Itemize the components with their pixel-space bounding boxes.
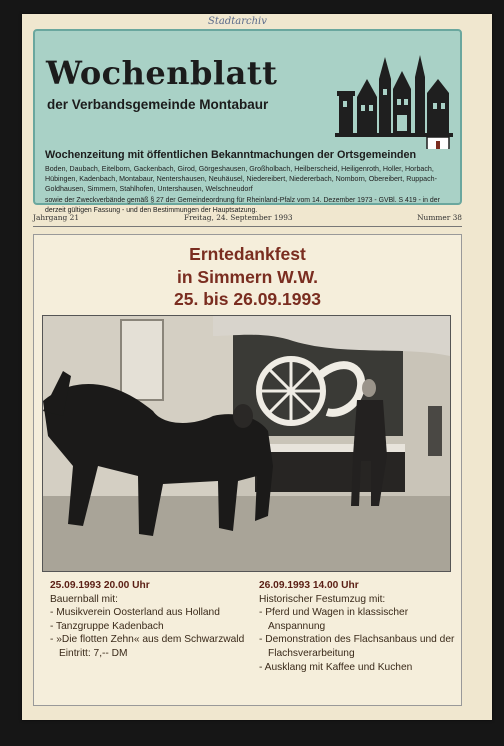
legal-notice: sowie der Zweckverbände gemäß § 27 der Gemeindeordnung für Rheinland-Pfalz vom 14. Dezember 1973 - GVBl. S 419 - in der derzeit gültigen Fassung - und den Bestimmungen der Hauptsatzung. (45, 197, 440, 214)
town-skyline-crest-icon (335, 49, 455, 149)
event-day-2-list (259, 606, 464, 674)
headline-line-2: in Simmern W.W. (177, 266, 318, 287)
poster-headline (34, 243, 461, 311)
archive-annotation: Stadtarchiv (208, 16, 267, 27)
headline-line-3: 25. bis 26.09.1993 (174, 289, 321, 309)
issue-date: Freitag, 24. September 1993 (184, 213, 293, 222)
event-day-2-heading: 26.09.1993 14.00 Uhr (259, 580, 359, 591)
list-item: - Ausklang mit Kaffee und Kuchen (259, 661, 464, 675)
event-day-1-list (50, 606, 255, 647)
horse-cart-photo (42, 315, 451, 572)
newspaper-page (22, 14, 492, 720)
masthead (33, 29, 462, 214)
list-item: - Musikverein Oosterland aus Holland (50, 606, 255, 620)
list-item: - Pferd und Wagen in klassischer Anspannung (259, 606, 464, 633)
weekly-title: Wochenzeitung mit öffentlichen Bekanntmachungen der Ortsgemeinden (45, 149, 417, 161)
event-poster (33, 234, 462, 706)
list-item: - Demonstration des Flachsanbaus und der Flachsverarbeitung (259, 633, 464, 660)
event-day-2-intro: Historischer Festumzug mit: (259, 593, 386, 605)
headline-line-1: Erntedankfest (189, 244, 306, 264)
newspaper-title: Wochenblatt (46, 54, 278, 92)
newspaper-subtitle: der Verbandsgemeinde Montabaur (47, 97, 269, 112)
list-item: - Tanzgruppe Kadenbach (50, 620, 255, 634)
issue-info-bar (33, 211, 462, 227)
event-day-1-intro: Bauernball mit: (50, 593, 118, 605)
list-item: - »Die flotten Zehn« aus dem Schwarzwald (50, 633, 255, 647)
admission-price: Eintritt: 7,-- DM (59, 647, 128, 659)
issue-number: Nummer 38 (417, 213, 462, 222)
event-day-1 (50, 579, 255, 661)
event-day-2 (259, 579, 464, 674)
volume-label: Jahrgang 21 (33, 213, 80, 222)
event-day-1-heading: 25.09.1993 20.00 Uhr (50, 580, 150, 591)
town-list: Boden, Daubach, Eitelborn, Gackenbach, Girod, Görgeshausen, Großholbach, Heilberscheid, Heiligenroth, Holler, Horbach, Hübingen, Kadenbach, Montabaur, Nentershausen, Neuhäusel, Niedereibert, Niedererbach, Nomborn, Obereibert, Ruppach-Goldhausen, Simmern, Stahlhofen, Untershausen, Welschneudorf (45, 165, 437, 194)
